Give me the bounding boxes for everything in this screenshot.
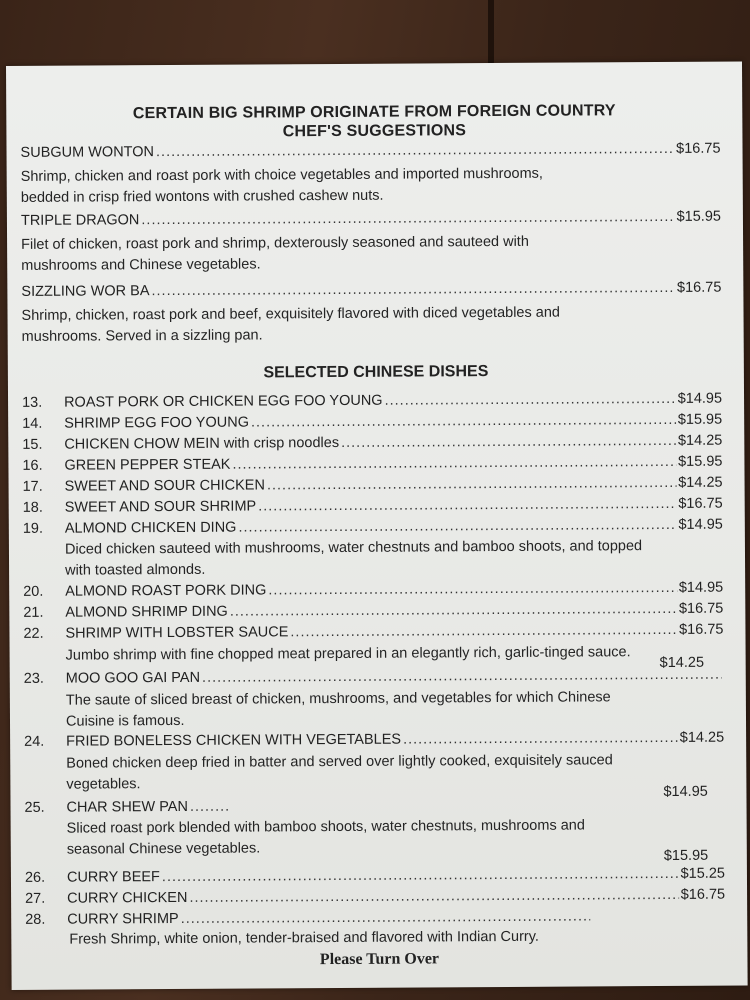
leader-dots xyxy=(181,908,591,927)
dish-14 xyxy=(22,412,722,436)
item-number: 15. xyxy=(22,436,43,453)
item-number: 13. xyxy=(22,394,43,411)
item-price: $16.75 xyxy=(680,886,726,903)
item-price: $16.75 xyxy=(676,279,722,296)
description-line: Shrimp, chicken, roast pork and beef, exquisitely flavored with diced vegetables and xyxy=(21,304,560,324)
item-name: SWEET AND SOUR CHICKEN xyxy=(64,477,265,495)
description-line: Diced chicken sauteed with mushrooms, water chestnuts and bamboo shoots, and topped xyxy=(64,538,643,558)
item-description xyxy=(65,536,725,582)
item-number: 25. xyxy=(24,799,45,816)
item-price: $14.25 xyxy=(659,654,705,672)
leader-dots xyxy=(238,517,676,536)
description-line: mushrooms. Served in a sizzling pan. xyxy=(21,327,263,345)
item-price: $15.25 xyxy=(680,865,725,882)
item-name: CHAR SHEW PAN xyxy=(66,798,188,816)
item-price: $14.95 xyxy=(663,783,708,800)
item-name: GREEN PEPPER STEAK xyxy=(64,456,231,474)
item-number: 27. xyxy=(25,890,46,907)
item-description xyxy=(21,163,701,209)
item-price: $14.25 xyxy=(678,474,723,491)
item-description xyxy=(66,750,726,796)
menu-page xyxy=(6,62,748,990)
item-description xyxy=(66,642,726,667)
dish-18 xyxy=(23,496,723,520)
chef-item-triple-dragon xyxy=(21,209,721,233)
leader-dots xyxy=(258,496,676,515)
description-line: Shrimp, chicken and roast pork with choice vegetables and imported mushrooms, xyxy=(20,165,543,185)
item-number: 26. xyxy=(24,869,46,886)
leader-dots xyxy=(141,209,674,228)
item-price: $14.95 xyxy=(678,579,724,596)
leader-dots xyxy=(268,580,677,598)
description-line: seasonal Chinese vegetables. xyxy=(66,840,261,858)
leader-dots xyxy=(267,475,676,493)
item-number: 21. xyxy=(23,604,44,621)
item-number: 20. xyxy=(23,583,44,600)
item-price: $16.75 xyxy=(678,495,723,512)
item-price: $14.25 xyxy=(679,729,725,746)
dish-16 xyxy=(22,454,722,478)
item-price: $15.95 xyxy=(663,847,709,864)
item-number: 14. xyxy=(22,415,43,432)
item-number: 19. xyxy=(22,520,44,537)
chef-item-subgum-wonton xyxy=(20,141,720,165)
item-description xyxy=(67,815,727,861)
item-name: CURRY CHICKEN xyxy=(67,889,188,907)
item-description xyxy=(69,926,729,951)
item-number: 28. xyxy=(25,911,46,928)
leader-dots xyxy=(232,454,676,473)
item-name: CHICKEN CHOW MEIN with crisp noodles xyxy=(64,434,340,453)
item-price: $15.95 xyxy=(678,453,723,470)
description-line: The saute of sliced breast of chicken, mushrooms, and vegetables for which Chinese xyxy=(65,689,611,709)
description-line: Filet of chicken, roast pork and shrimp, dexterously seasoned and sauteed with xyxy=(21,233,529,253)
item-description xyxy=(66,687,726,733)
item-price: $15.95 xyxy=(676,208,721,225)
item-price: $16.75 xyxy=(676,140,721,157)
chef-suggestions-heading: CHEF'S SUGGESTIONS xyxy=(282,122,467,141)
item-number: 16. xyxy=(22,457,43,474)
description-line: Sliced roast pork blended with bamboo shoots, water chestnuts, mushrooms and xyxy=(66,817,585,837)
item-name: ALMOND CHICKEN DING xyxy=(64,519,237,537)
leader-dots xyxy=(189,887,678,906)
item-number: 22. xyxy=(23,625,44,642)
item-number: 18. xyxy=(22,499,43,516)
menu-title: CERTAIN BIG SHRIMP ORIGINATE FROM FOREIGN COUNTRY xyxy=(132,102,616,123)
item-description xyxy=(21,231,701,277)
item-name: ALMOND SHRIMP DING xyxy=(65,603,228,621)
item-price: $14.95 xyxy=(677,390,723,407)
description-line: mushrooms and Chinese vegetables. xyxy=(21,256,261,274)
leader-dots xyxy=(190,799,230,815)
item-name: SUBGUM WONTON xyxy=(20,144,155,161)
item-price: $16.75 xyxy=(678,600,724,617)
leader-dots xyxy=(341,433,676,451)
item-name: FRIED BONELESS CHICKEN WITH VEGETABLES xyxy=(66,731,402,750)
table-background-seam xyxy=(488,0,494,70)
dish-26 xyxy=(25,866,725,890)
leader-dots xyxy=(385,391,676,409)
dish-17 xyxy=(23,475,723,499)
description-line: Fresh Shrimp, white onion, tender-braised and flavored with Indian Curry. xyxy=(69,928,539,948)
item-number: 17. xyxy=(22,478,43,495)
item-price: $14.25 xyxy=(677,432,723,449)
dish-13 xyxy=(22,391,722,415)
please-turn-over: Please Turn Over xyxy=(319,950,440,969)
leader-dots xyxy=(151,280,675,299)
description-line: Cuisine is famous. xyxy=(65,712,185,730)
item-name: MOO GOO GAI PAN xyxy=(65,669,201,687)
leader-dots xyxy=(251,412,676,431)
description-line: Boned chicken deep fried in batter and served over lightly cooked, exquisitely sauced xyxy=(66,752,613,772)
item-name: ROAST PORK OR CHICKEN EGG FOO YOUNG xyxy=(64,392,383,411)
item-name: CURRY BEEF xyxy=(66,869,160,886)
dish-21 xyxy=(23,601,723,625)
selected-dishes-heading: SELECTED CHINESE DISHES xyxy=(263,363,489,382)
description-line: with toasted almonds. xyxy=(65,561,206,579)
leader-dots xyxy=(290,622,677,640)
leader-dots xyxy=(156,141,674,160)
leader-dots xyxy=(162,866,679,885)
item-name: ALMOND ROAST PORK DING xyxy=(65,582,267,600)
description-line: Jumbo shrimp with fine chopped meat prepared in an elegantly rich, garlic-tinged sauce. xyxy=(65,644,631,664)
item-name: SIZZLING WOR BA xyxy=(21,283,150,300)
chef-item-sizzling-wor-ba xyxy=(21,280,721,304)
item-name: CURRY SHRIMP xyxy=(67,910,179,928)
description-line: vegetables. xyxy=(66,776,141,793)
item-name: SWEET AND SOUR SHRIMP xyxy=(64,498,257,516)
dish-27 xyxy=(25,887,725,911)
leader-dots xyxy=(230,601,677,620)
item-name: TRIPLE DRAGON xyxy=(20,212,140,229)
item-name: SHRIMP WITH LOBSTER SAUCE xyxy=(65,624,289,642)
item-description xyxy=(21,302,701,348)
leader-dots xyxy=(202,667,722,686)
item-number: 24. xyxy=(24,733,45,750)
item-name: SHRIMP EGG FOO YOUNG xyxy=(64,414,250,432)
dish-20 xyxy=(23,580,723,604)
item-number: 23. xyxy=(23,670,44,687)
dish-15 xyxy=(22,433,722,457)
item-price: $15.95 xyxy=(677,411,723,428)
leader-dots xyxy=(403,730,678,748)
item-price: $14.95 xyxy=(678,516,723,533)
item-price: $16.75 xyxy=(679,621,724,638)
description-line: bedded in crisp fried wontons with crushed cashew nuts. xyxy=(20,187,384,206)
